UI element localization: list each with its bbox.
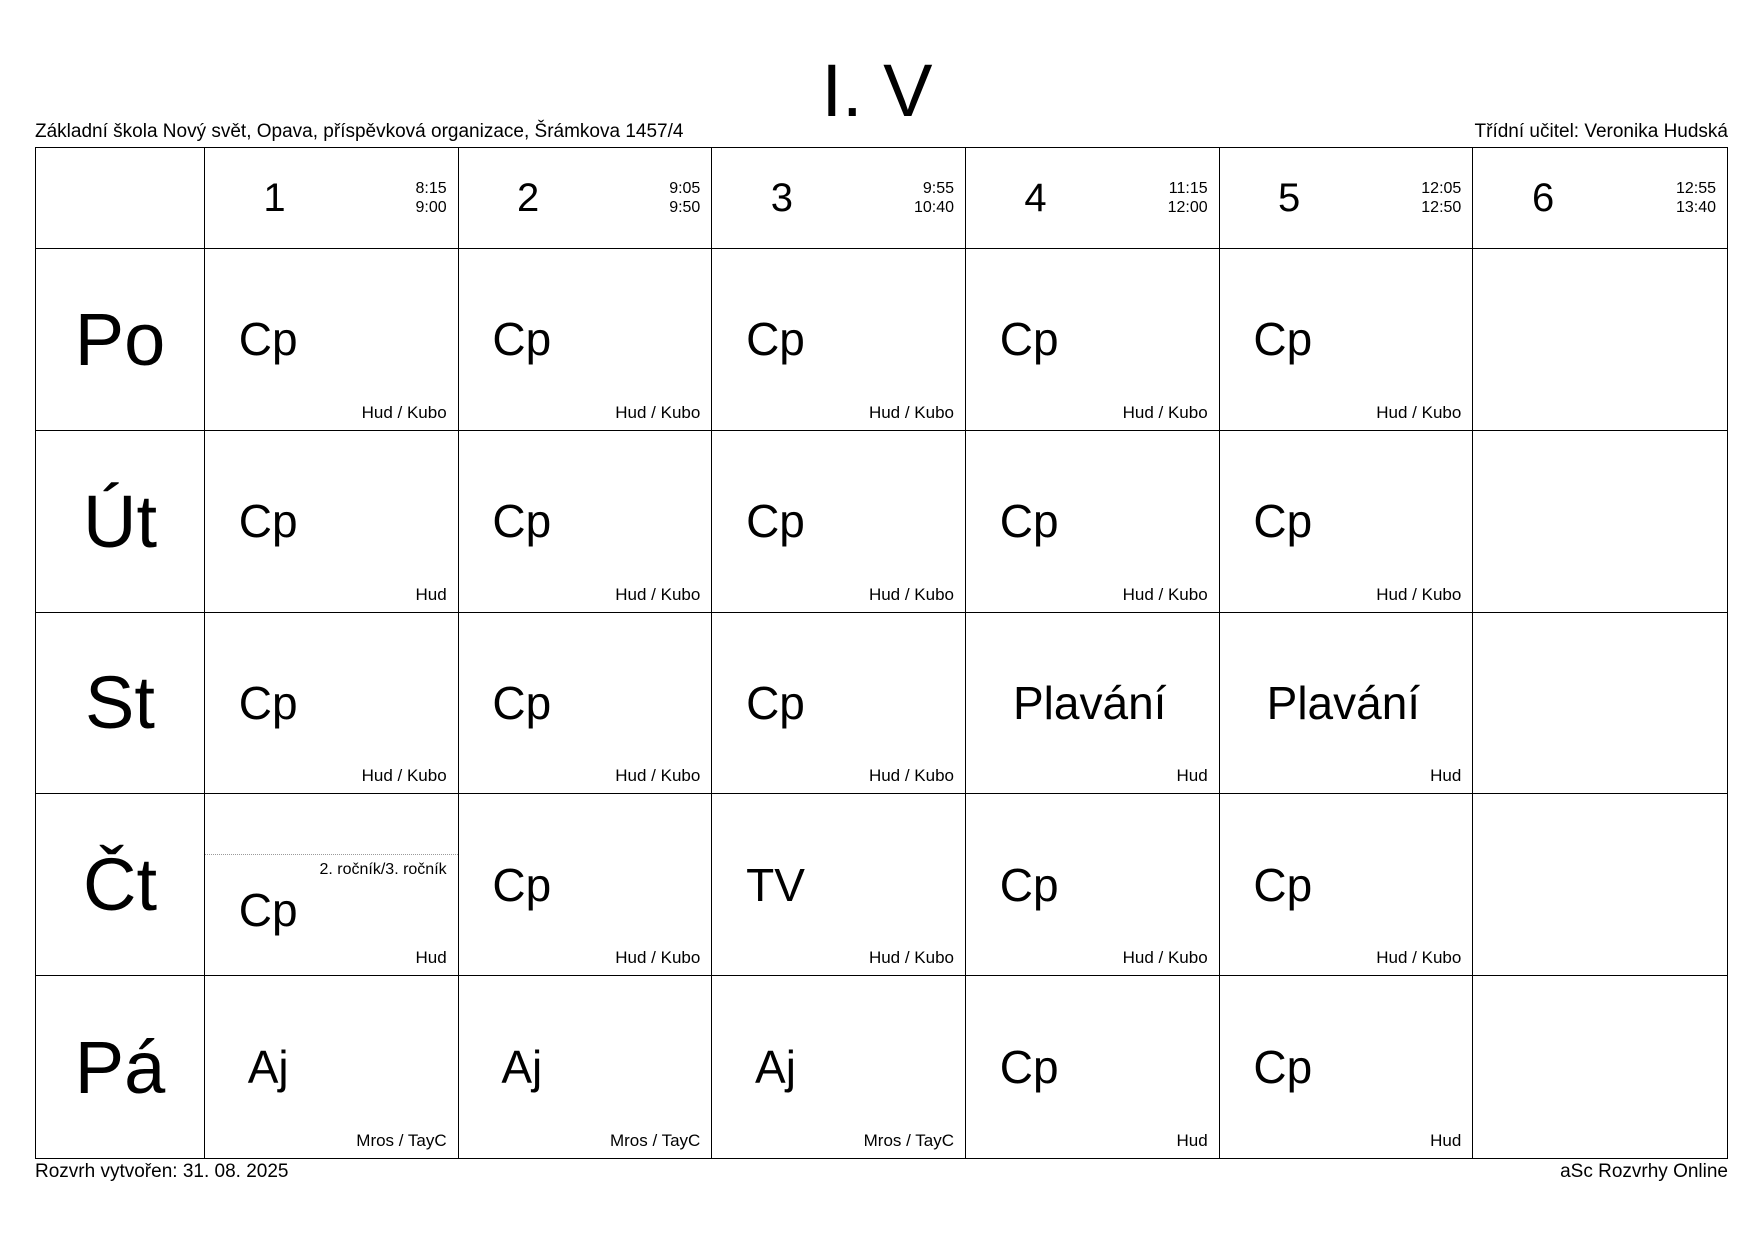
lesson-cell[interactable] [712,976,966,1158]
period-number: 5 [1278,175,1301,220]
lesson-teachers: Hud / Kubo [868,948,954,968]
lesson-teachers: Hud / Kubo [615,766,701,786]
lesson-subject: Aj [247,1041,289,1094]
corner-cell [36,148,205,249]
lesson-subject: Aj [755,1041,796,1094]
period-start: 8:15 [415,180,447,197]
period-end: 12:00 [1167,199,1208,216]
period-end: 13:40 [1675,199,1716,216]
period-start: 9:05 [669,180,701,197]
period-header [1220,148,1474,249]
lesson-subject: Cp [999,313,1059,366]
lesson-teachers: Hud [415,948,447,968]
lesson-cell[interactable] [205,431,459,613]
lesson-teachers: Mros / TayC [609,1131,701,1150]
day-label: St [36,613,205,795]
lesson-teachers: Hud / Kubo [1376,402,1462,422]
lesson-cell[interactable] [1220,613,1474,795]
day-label: Čt [36,794,205,976]
empty-cell [1473,431,1727,613]
lesson-subject: Cp [999,858,1059,911]
lesson-subject: Cp [1253,858,1313,911]
lesson-cell[interactable] [966,794,1220,976]
lesson-teachers: Hud [1430,1131,1462,1150]
day-label: Pá [36,976,205,1158]
period-times [1421,179,1461,217]
group-label: 2. ročník/3. ročník [319,861,447,879]
lesson-teachers: Hud [1176,766,1208,786]
class-teacher: Třídní učitel: Veronika Hudská [1474,121,1728,142]
lesson-teachers: Hud [1430,766,1462,786]
lesson-cell[interactable] [966,613,1220,795]
lesson-teachers: Hud [415,584,447,604]
lesson-subject: TV [746,858,805,911]
period-number: 2 [517,175,540,220]
period-number: 4 [1024,175,1047,220]
lesson-subject: Cp [238,313,298,366]
period-header [459,148,713,249]
period-times [914,179,954,217]
lesson-teachers: Hud [1176,1131,1208,1150]
group-divider [205,854,458,855]
empty-cell [1473,249,1727,431]
lesson-cell[interactable] [459,613,713,795]
lesson-cell[interactable] [712,794,966,976]
lesson-subject: Cp [1253,313,1313,366]
day-label: Po [36,249,205,431]
lesson-teachers: Hud / Kubo [615,402,701,422]
lesson-subject: Cp [999,495,1059,548]
class-title: I. V [821,49,933,132]
lesson-cell[interactable] [205,613,459,795]
lesson-subject: Aj [501,1041,543,1094]
lesson-subject: Cp [746,676,805,729]
day-label: Út [36,431,205,613]
lesson-subject: Cp [492,858,552,911]
lesson-cell[interactable] [712,431,966,613]
lesson-subject: Cp [492,676,552,729]
period-header [966,148,1220,249]
period-start: 12:55 [1675,180,1716,197]
period-end: 9:00 [415,199,447,216]
lesson-teachers: Mros / TayC [863,1131,954,1150]
lesson-teachers: Hud / Kubo [868,402,954,422]
lesson-cell[interactable] [966,249,1220,431]
period-times [1168,179,1208,217]
lesson-teachers: Hud / Kubo [1376,948,1462,968]
lesson-subject: Cp [1253,495,1313,548]
empty-cell [1473,613,1727,795]
lesson-teachers: Hud / Kubo [1376,584,1462,604]
lesson-teachers: Hud / Kubo [615,948,701,968]
created-date: Rozvrh vytvořen: 31. 08. 2025 [35,1161,289,1182]
timetable-grid [35,147,1728,1159]
period-header [205,148,459,249]
lesson-subject: Cp [238,495,298,548]
lesson-subject: Cp [238,676,298,729]
lesson-subject: Cp [746,495,805,548]
lesson-teachers: Mros / TayC [356,1131,447,1150]
period-number: 1 [263,175,286,220]
lesson-subject: Cp [238,884,298,937]
period-times [416,179,447,217]
lesson-cell[interactable] [459,976,713,1158]
period-start: 11:15 [1168,180,1208,197]
period-header [712,148,966,249]
lesson-subject: Cp [492,313,552,366]
lesson-cell[interactable] [966,976,1220,1158]
lesson-cell[interactable] [966,431,1220,613]
lesson-cell[interactable] [205,249,459,431]
lesson-cell[interactable] [1220,431,1474,613]
lesson-cell[interactable] [1220,249,1474,431]
lesson-cell[interactable] [712,249,966,431]
lesson-cell[interactable] [1220,976,1474,1158]
lesson-teachers: Hud / Kubo [1122,948,1208,968]
period-number: 3 [770,175,793,220]
lesson-teachers: Hud / Kubo [361,766,447,786]
period-start: 12:05 [1421,180,1462,197]
period-header [1473,148,1727,249]
empty-cell [1473,976,1727,1158]
period-start: 9:55 [922,180,954,197]
period-end: 9:50 [669,199,701,216]
lesson-teachers: Hud / Kubo [361,402,447,422]
period-times [669,179,700,217]
lesson-teachers: Hud / Kubo [1122,584,1208,604]
period-times [1676,179,1716,217]
lesson-cell[interactable] [459,249,713,431]
lesson-subject: Plavání [1266,676,1421,729]
empty-cell [1473,794,1727,976]
period-number: 6 [1531,175,1555,220]
lesson-cell[interactable] [459,431,713,613]
lesson-subject: Cp [999,1041,1059,1094]
lesson-subject: Cp [746,313,805,366]
lesson-teachers: Hud / Kubo [868,584,954,604]
lesson-cell[interactable] [1220,794,1474,976]
lesson-cell[interactable] [459,794,713,976]
lesson-teachers: Hud / Kubo [1122,402,1208,422]
school-name: Základní škola Nový svět, Opava, příspěvková organizace, Šrámkova 1457/4 [35,121,684,142]
lesson-cell[interactable] [205,976,459,1158]
lesson-teachers: Hud / Kubo [868,766,954,786]
period-end: 10:40 [913,199,954,216]
period-end: 12:50 [1421,199,1462,216]
lesson-cell[interactable] [712,613,966,795]
lesson-subject: Cp [1253,1041,1313,1094]
brand-label: aSc Rozvrhy Online [1560,1161,1728,1182]
lesson-teachers: Hud / Kubo [615,584,701,604]
lesson-subject: Plavání [1013,676,1167,729]
lesson-subject: Cp [492,495,552,548]
lesson-cell[interactable] [205,794,459,976]
